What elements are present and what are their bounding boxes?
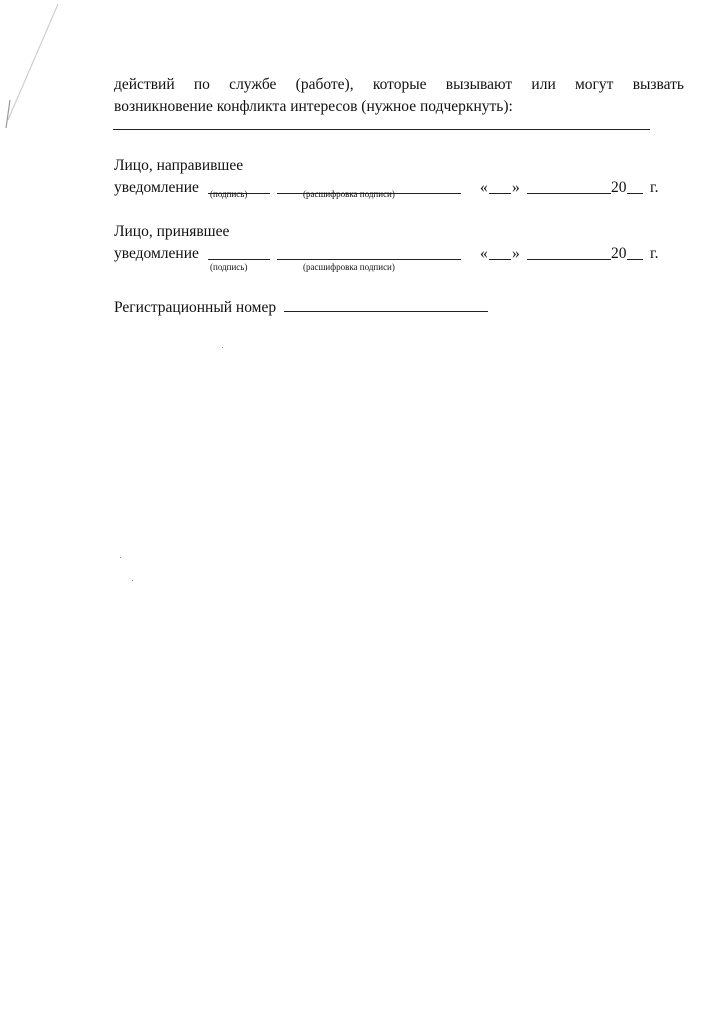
sender-year-field[interactable]	[627, 177, 643, 201]
sender-year-suffix: г.	[650, 179, 659, 196]
receiver-year-prefix: 20	[611, 245, 627, 262]
scan-speck	[132, 580, 133, 581]
sender-title: Лицо, направившее	[114, 157, 244, 174]
scan-speck	[120, 557, 121, 558]
receiver-day-field[interactable]	[489, 243, 511, 267]
sender-year-prefix: 20	[611, 179, 627, 196]
paragraph-line-1: действий по службе (работе), которые вызывают или могут вызвать	[114, 76, 684, 93]
receiver-block	[114, 221, 659, 265]
receiver-label: уведомление	[114, 245, 199, 262]
sender-quote-open: «	[480, 179, 488, 196]
receiver-year-field[interactable]	[627, 243, 643, 267]
receiver-title: Лицо, принявшее	[114, 223, 230, 240]
receiver-caption-decoding: (расшифровка подписи)	[303, 262, 395, 272]
sender-caption-signature: (подпись)	[210, 189, 248, 199]
underline-field[interactable]	[113, 129, 650, 130]
receiver-caption-signature: (подпись)	[210, 262, 248, 272]
registration-row	[114, 295, 488, 319]
receiver-quote-close: »	[512, 245, 520, 262]
sender-caption-decoding: (расшифровка подписи)	[303, 189, 395, 199]
scan-edge-mark	[0, 0, 60, 140]
sender-month-field[interactable]	[527, 177, 611, 201]
receiver-quote-open: «	[480, 245, 488, 262]
sender-label: уведомление	[114, 179, 199, 196]
conflict-paragraph	[114, 74, 684, 118]
registration-number-field[interactable]	[280, 299, 488, 316]
sender-day-field[interactable]	[489, 177, 511, 201]
receiver-year-suffix: г.	[650, 245, 659, 262]
paragraph-line-2: возникновение конфликта интересов (нужное подчеркнуть):	[114, 98, 513, 115]
registration-label: Регистрационный номер	[114, 299, 277, 316]
sender-quote-close: »	[512, 179, 520, 196]
receiver-month-field[interactable]	[527, 243, 611, 267]
scan-speck	[222, 347, 223, 348]
